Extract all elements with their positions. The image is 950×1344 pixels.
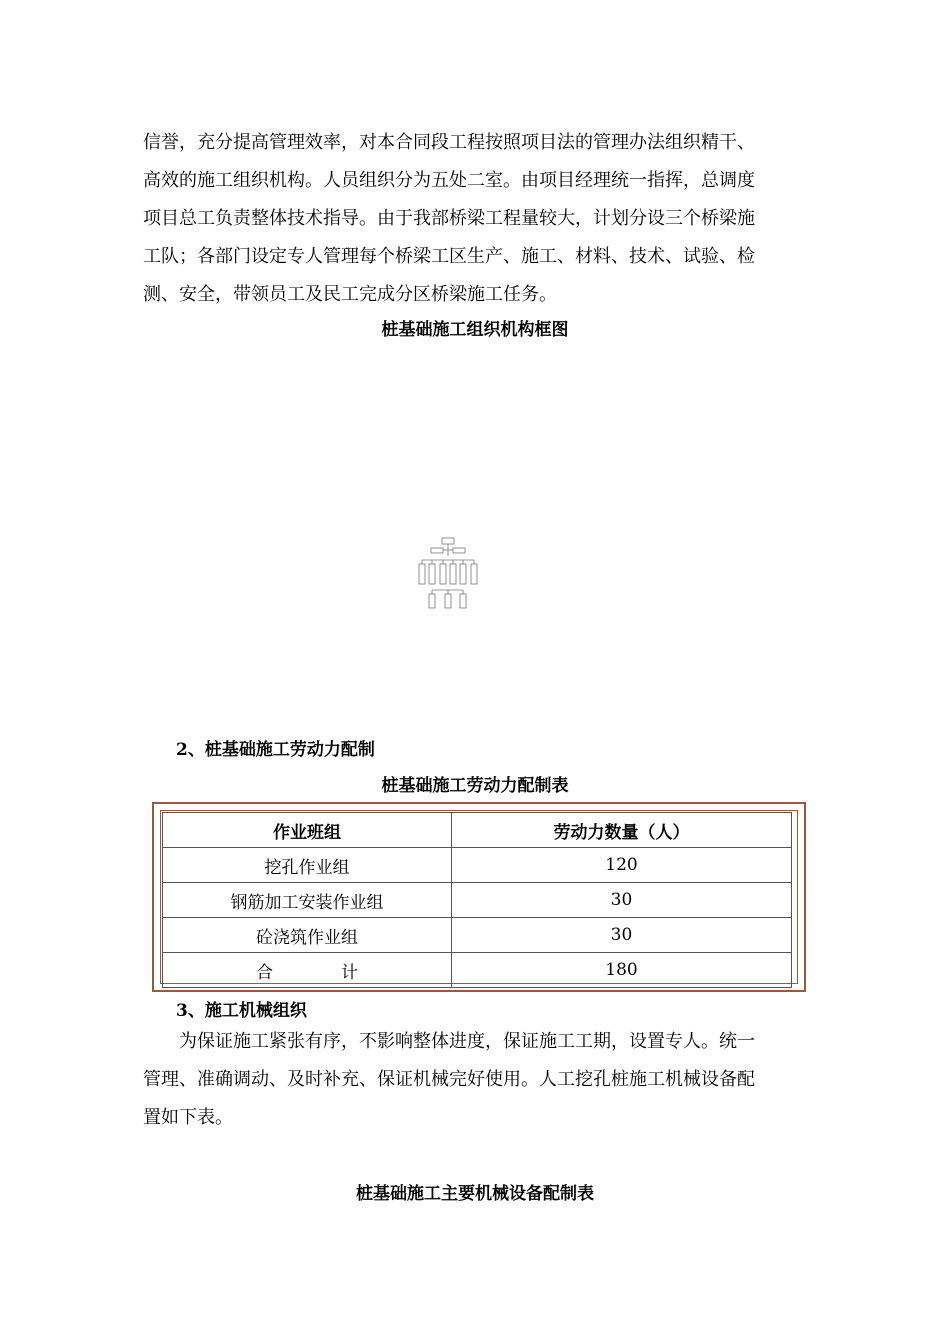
cell-count: 120: [452, 848, 792, 883]
text-line: 高效的施工组织机构。人员组织分为五处二室。由项目经理统一指挥，总调度: [143, 170, 755, 191]
cell-team: 砼浇筑作业组: [163, 918, 452, 953]
table-row-total: [163, 953, 792, 988]
cell-team: 钢筋加工安装作业组: [163, 883, 452, 918]
org-chart-thumbnail: [417, 536, 479, 612]
text-line: 信誉，充分提高管理效率，对本合同段工程按照项目法的管理办法组织精干、: [143, 132, 755, 153]
machinery-table-title: 桩基础施工主要机械设备配制表: [356, 1184, 594, 1204]
section-2-heading: 2、桩基础施工劳动力配制: [176, 740, 375, 760]
table-row: [163, 883, 792, 918]
intro-paragraph: [143, 124, 807, 314]
text-line: 置如下表。: [143, 1107, 233, 1128]
table-row: [163, 918, 792, 953]
text-line: 管理、准确调动、及时补充、保证机械完好使用。人工挖孔桩施工机械设备配: [143, 1069, 755, 1090]
header-team: 作业班组: [163, 813, 452, 848]
text-line: 为保证施工紧张有序，不影响整体进度，保证施工工期，设置专人。统一: [143, 1031, 755, 1052]
labor-table: [162, 812, 792, 988]
text-line: 测、安全，带领员工及民工完成分区桥梁施工任务。: [143, 284, 557, 305]
cell-team: 挖孔作业组: [163, 848, 452, 883]
labor-table-frame: [152, 802, 806, 992]
org-chart-title: 桩基础施工组织机构框图: [381, 320, 569, 340]
table-header-row: [163, 813, 792, 848]
section-3-heading: 3、施工机械组织: [176, 1001, 307, 1021]
text-line: 工队；各部门设定专人管理每个桥梁工区生产、施工、材料、技术、试验、检: [143, 246, 755, 267]
table-row: [163, 848, 792, 883]
cell-total-count: 180: [452, 953, 792, 988]
cell-total-label: 合 计: [163, 953, 452, 988]
cell-count: 30: [452, 918, 792, 953]
text-line: 项目总工负责整体技术指导。由于我部桥梁工程量较大，计划分设三个桥梁施: [143, 208, 755, 229]
header-count: 劳动力数量（人）: [452, 813, 792, 848]
machinery-paragraph: [143, 1023, 807, 1137]
labor-table-title: 桩基础施工劳动力配制表: [381, 776, 569, 796]
cell-count: 30: [452, 883, 792, 918]
